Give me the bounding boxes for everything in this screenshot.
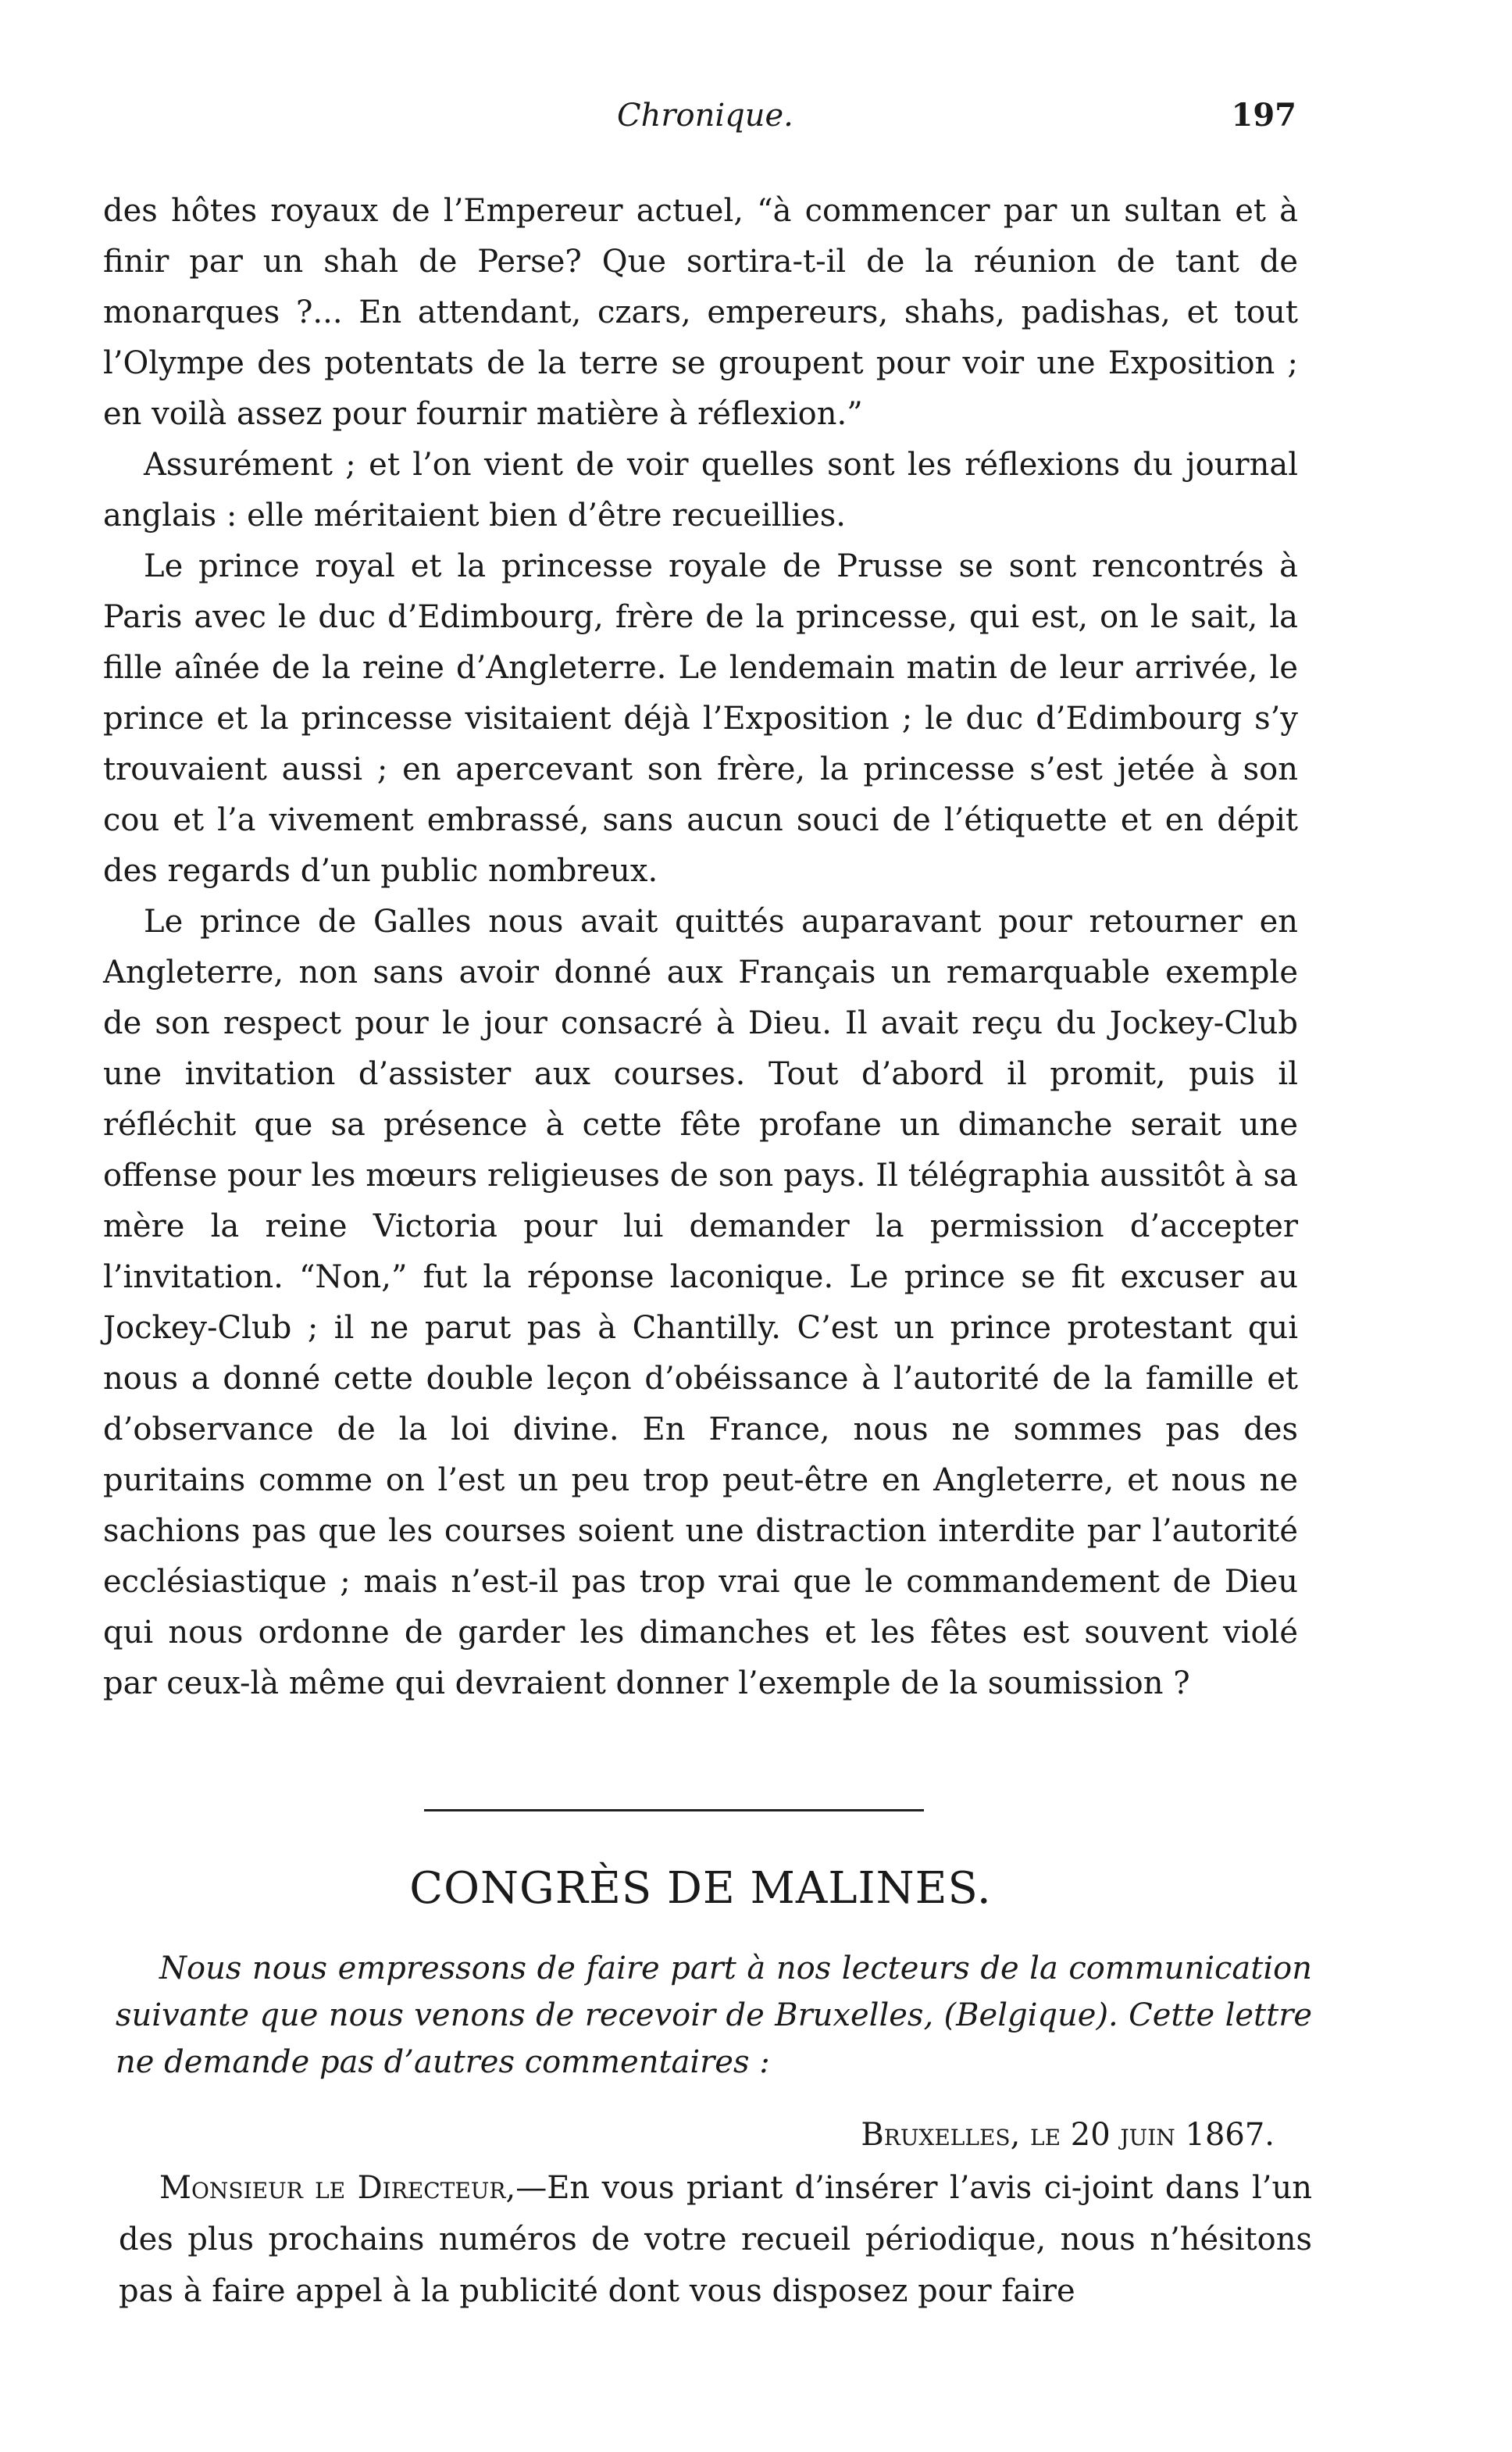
letter-text: —En vous priant d’insérer l’avis ci-joint dans l’un des plus prochains numéros de votre recueil périodique, nous n’hésitons pas à faire appel à la publicité dont vous disposez pour faire [119,2170,1312,2309]
paragraph: Assurément ; et l’on vient de voir quelles sont les réflexions du journal anglais : elle méritaient bien d’être recueillies. [103,447,1298,534]
letter-body [119,2162,1312,2317]
letter-salutation: Monsieur le Directeur, [159,2170,516,2206]
paragraph: Le prince royal et la princesse royale de Prusse se sont rencontrés à Paris avec le duc d’Edimbourg, frère de la princesse, qui est, on le sait, la fille aînée de la reine d’Angleterre. Le lendemain matin de leur arrivée, le prince et la princesse visitaient déjà l’Exposition ; le duc d’Edimbourg s’y trouvaient aussi ; en apercevant son frère, la princesse s’est jetée à son cou et l’a vivement embrassé, sans aucun souci de l’étiquette et en dépit des regards d’un public nombreux. [103,548,1298,889]
section-title: CONGRÈS DE MALINES. [409,1863,992,1914]
article-body [103,186,1298,1709]
section-divider [424,1809,924,1811]
section-intro: Nous nous empressons de faire part à nos lecteurs de la communication suivante que nous venons de recevoir de Bruxelles, (Belgique). Cette lettre ne demande pas d’autres commentaires : [116,1951,1312,2080]
running-head [102,92,1296,139]
page-number: 197 [1231,97,1296,134]
running-head-title: Chronique. [617,98,793,134]
dateline-text: Bruxelles, le 20 juin 1867. [861,2117,1275,2153]
letter-dateline [103,2111,1275,2158]
paragraph: des hôtes royaux de l’Empereur actuel, “à commencer par un sultan et à finir par un shah de Perse? Que sortira-t-il de la réunion de tant de monarques ?... En attendant, czars, empereurs, shahs, padishas, et tout l’Olympe des potentats de la terre se groupent pour voir une Exposition ; en voilà assez pour fournir matière à réflexion.” [103,193,1298,432]
paragraph: Le prince de Galles nous avait quittés auparavant pour retourner en Angleterre, non sans avoir donné aux Français un remarquable exemple de son respect pour le jour consacré à Dieu. Il avait reçu du Jockey-Club une invitation d’assister aux courses. Tout d’abord il promit, puis il réfléchit que sa présence à cette fête profane un dimanche serait une offense pour les mœurs religieuses de son pays. Il télégraphia aussitôt à sa mère la reine Victoria pour lui demander la permission d’accepter l’invitation. “Non,” fut la réponse laconique. Le prince se fit excuser au Jockey-Club ; il ne parut pas à Chantilly. C’est un prince protestant qui nous a donné cette double leçon d’obéissance à l’autorité de la famille et d’observance de la loi divine. En France, nous ne sommes pas des puritains comme on l’est un peu trop peut-être en Angleterre, et nous ne sachions pas que les courses soient une distraction interdite par l’autorité ecclésiastique ; mais n’est-il pas trop vrai que le commandement de Dieu qui nous ordonne de garder les dimanches et les fêtes est souvent violé par ceux-là même qui devraient donner l’exemple de la soumission ? [103,904,1298,1701]
